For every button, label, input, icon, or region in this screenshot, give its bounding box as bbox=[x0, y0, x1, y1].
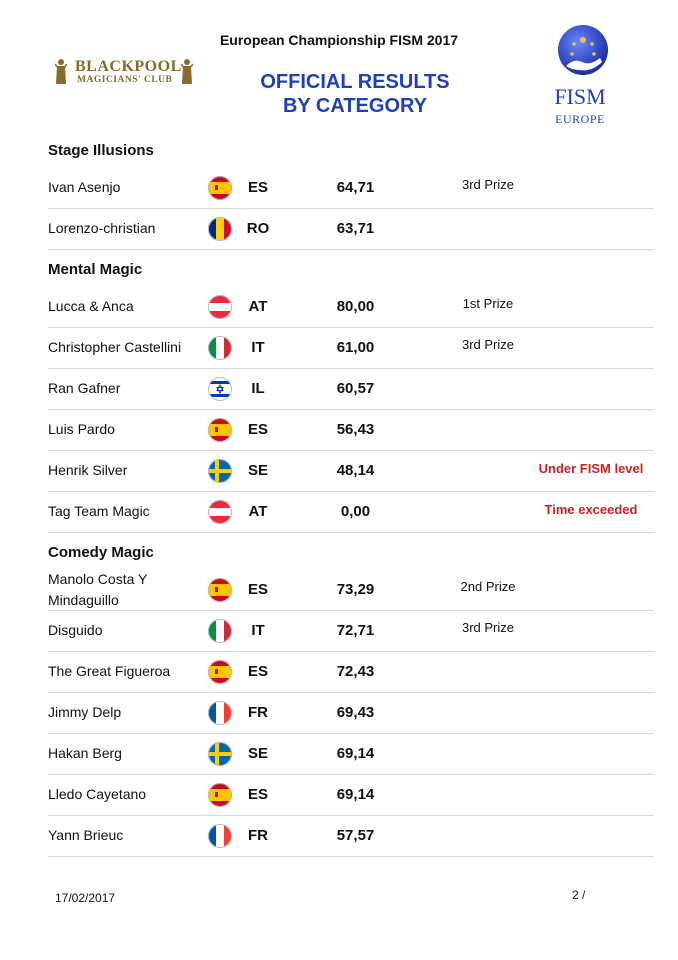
score: 69,14 bbox=[336, 745, 375, 762]
contestant-name: Ivan Asenjo bbox=[48, 179, 121, 195]
logo-right-line2: EUROPE bbox=[555, 112, 605, 126]
contestant-name: Disguido bbox=[48, 622, 103, 638]
contestant-name: Christopher Castellini bbox=[48, 339, 182, 355]
flag-fr-icon bbox=[208, 701, 232, 725]
result-row bbox=[48, 610, 654, 652]
score: 61,00 bbox=[336, 339, 375, 356]
contestant-name: Henrik Silver bbox=[48, 462, 128, 478]
country-code: RO bbox=[246, 220, 270, 237]
prize: 3rd Prize bbox=[461, 620, 515, 635]
page-title bbox=[200, 70, 510, 118]
logo-left-line2: MAGICIANS' CLUB bbox=[77, 75, 173, 85]
status-note: Under FISM level bbox=[538, 461, 644, 476]
result-row bbox=[48, 409, 654, 451]
status-note: Time exceeded bbox=[544, 502, 638, 517]
score: 73,29 bbox=[336, 581, 375, 598]
logo-left-line1: BLACKPOOL bbox=[75, 58, 182, 75]
fism-europe-logo bbox=[530, 22, 630, 132]
contestant-name: Yann Brieuc bbox=[48, 827, 124, 843]
country-code: ES bbox=[247, 581, 268, 598]
blackpool-magicians-club-logo bbox=[55, 56, 195, 90]
result-row bbox=[48, 208, 654, 250]
country-code: AT bbox=[248, 503, 268, 520]
title-line2: BY CATEGORY bbox=[282, 95, 428, 117]
logo-right-line1: FISM bbox=[554, 84, 606, 109]
event-title: European Championship FISM 2017 bbox=[219, 32, 459, 48]
result-row bbox=[48, 327, 654, 369]
flag-se-icon bbox=[208, 742, 232, 766]
score: 69,14 bbox=[336, 786, 375, 803]
score: 80,00 bbox=[336, 298, 375, 315]
flag-es-icon bbox=[208, 578, 232, 602]
prize: 2nd Prize bbox=[460, 579, 516, 594]
country-code: IL bbox=[251, 380, 265, 397]
country-code: SE bbox=[247, 462, 268, 479]
contestant-name: Lledo Cayetano bbox=[48, 786, 147, 802]
result-row bbox=[48, 286, 654, 328]
prize: 1st Prize bbox=[462, 296, 514, 311]
category-title: Mental Magic bbox=[48, 261, 143, 278]
country-code: AT bbox=[248, 298, 268, 315]
category-title: Stage Illusions bbox=[48, 142, 154, 159]
score: 0,00 bbox=[340, 503, 371, 520]
contestant-name: Jimmy Delp bbox=[48, 704, 122, 720]
country-code: ES bbox=[247, 663, 268, 680]
magician-figure-icon bbox=[55, 58, 67, 86]
country-code: SE bbox=[247, 745, 268, 762]
country-code: IT bbox=[251, 622, 265, 639]
score: 56,43 bbox=[336, 421, 375, 438]
contestant-name: Hakan Berg bbox=[48, 745, 122, 761]
globe-hand-icon bbox=[530, 22, 630, 84]
score: 72,71 bbox=[336, 622, 375, 639]
flag-at-icon bbox=[208, 295, 232, 319]
country-code: FR bbox=[248, 704, 268, 721]
footer-page-number: 2 / bbox=[572, 888, 586, 902]
result-row bbox=[48, 450, 654, 492]
score: 57,57 bbox=[336, 827, 375, 844]
magician-figure-icon bbox=[181, 58, 193, 86]
result-row bbox=[48, 815, 654, 857]
score: 69,43 bbox=[336, 704, 375, 721]
title-line1: OFFICIAL RESULTS bbox=[260, 71, 450, 93]
country-code: ES bbox=[247, 179, 268, 196]
result-row bbox=[48, 692, 654, 734]
score: 60,57 bbox=[336, 380, 375, 397]
flag-il-icon bbox=[208, 377, 232, 401]
prize: 3rd Prize bbox=[461, 177, 515, 192]
contestant-name: Manolo Costa Y Mindaguillo bbox=[48, 570, 148, 608]
flag-se-icon bbox=[208, 459, 232, 483]
footer-date: 17/02/2017 bbox=[55, 891, 116, 905]
result-row bbox=[48, 651, 654, 693]
score: 64,71 bbox=[336, 179, 375, 196]
result-row bbox=[48, 491, 654, 533]
country-code: FR bbox=[248, 827, 268, 844]
contestant-name: Tag Team Magic bbox=[48, 503, 150, 519]
flag-ro-icon bbox=[208, 217, 232, 241]
prize: 3rd Prize bbox=[461, 337, 515, 352]
flag-es-icon bbox=[208, 176, 232, 200]
contestant-name: Ran Gafner bbox=[48, 380, 121, 396]
result-row bbox=[48, 167, 654, 209]
country-code: IT bbox=[251, 339, 265, 356]
flag-at-icon bbox=[208, 500, 232, 524]
result-row bbox=[48, 733, 654, 775]
flag-es-icon bbox=[208, 418, 232, 442]
category-title: Comedy Magic bbox=[48, 544, 154, 561]
country-code: ES bbox=[247, 786, 268, 803]
result-row bbox=[48, 569, 654, 611]
country-code: ES bbox=[247, 421, 268, 438]
score: 63,71 bbox=[336, 220, 375, 237]
score: 72,43 bbox=[336, 663, 375, 680]
contestant-name: Lucca & Anca bbox=[48, 298, 134, 314]
contestant-name: Lorenzo-christian bbox=[48, 220, 156, 236]
flag-fr-icon bbox=[208, 824, 232, 848]
contestant-name: The Great Figueroa bbox=[48, 663, 171, 679]
flag-it-icon bbox=[208, 336, 232, 360]
contestant-name: Luis Pardo bbox=[48, 421, 115, 437]
result-row bbox=[48, 774, 654, 816]
flag-it-icon bbox=[208, 619, 232, 643]
result-row bbox=[48, 368, 654, 410]
score: 48,14 bbox=[336, 462, 375, 479]
flag-es-icon bbox=[208, 660, 232, 684]
flag-es-icon bbox=[208, 783, 232, 807]
